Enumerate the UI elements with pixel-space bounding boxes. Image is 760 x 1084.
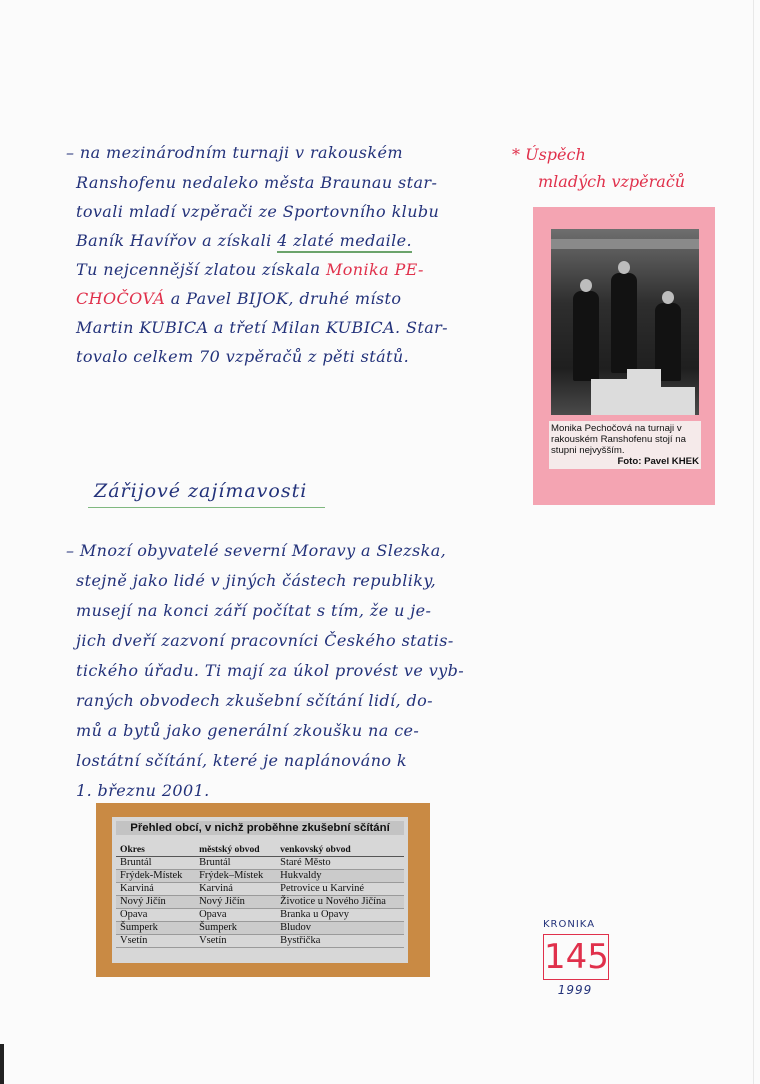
- table-cell: Bludov: [276, 922, 404, 935]
- caption-text: Monika Pechočová na turnaji v rakouském Ranshofenu stojí na stupni nejvyšším.: [551, 423, 686, 456]
- article1-line-4-start: Baník Havířov a získali: [76, 231, 278, 250]
- table-cell: Vsetín: [116, 935, 195, 948]
- table-row: [116, 909, 404, 922]
- table-cell: Frýdek-Místek: [116, 870, 195, 883]
- article1-line-7: Martin KUBICA a třetí Milan KUBICA. Star-: [76, 318, 448, 337]
- podium-block: [591, 379, 627, 415]
- table-cell: Petrovice u Karviné: [276, 883, 404, 896]
- table-cell: Šumperk: [195, 922, 276, 935]
- page-number: 145: [543, 934, 609, 980]
- table-cell: Bruntál: [195, 857, 276, 870]
- table-cell: Karviná: [116, 883, 195, 896]
- side-note: [512, 141, 742, 195]
- table-row: [116, 870, 404, 883]
- article1-line-4: [76, 231, 412, 250]
- article1-line-3: tovali mladí vzpěrači ze Sportovního klubu: [76, 202, 440, 221]
- table-row: [116, 883, 404, 896]
- table-cell: Opava: [116, 909, 195, 922]
- table-cell: Bruntál: [116, 857, 195, 870]
- name-highlight-1: Monika PE-: [325, 260, 424, 279]
- table-cell: Staré Město: [276, 857, 404, 870]
- article2-line-8: lostátní sčítání, které je naplánováno k: [76, 751, 408, 770]
- table-clipping: [96, 803, 430, 977]
- table-cell: Bystřička: [276, 935, 404, 948]
- table-cell: Karviná: [195, 883, 276, 896]
- table-paper: [112, 817, 408, 963]
- article2-line-6: raných obvodech zkušební sčítání lidí, do-: [76, 691, 433, 710]
- table-header: Okres: [116, 843, 195, 857]
- article2-line-3: musejí na konci září počítat s tím, že u je-: [76, 601, 432, 620]
- side-note-line-2: mladých vzpěračů: [538, 172, 686, 191]
- table-cell: Frýdek–Místek: [195, 870, 276, 883]
- table-title: Přehled obcí, v nichž proběhne zkušební sčítání: [116, 821, 404, 835]
- side-note-line-1: * Úspěch: [512, 145, 586, 164]
- table-header: venkovský obvod: [276, 843, 404, 857]
- table-cell: Šumperk: [116, 922, 195, 935]
- article1-line-1: – na mezinárodním turnaji v rakouském: [66, 143, 403, 162]
- article1-line-5-start: Tu nejcennější zlatou získala: [76, 260, 326, 279]
- article1-line-2: Ranshofenu nedaleko města Braunau star-: [76, 173, 438, 192]
- article1-line-6-end: a Pavel BIJOK, druhé místo: [165, 289, 402, 308]
- medals-highlight: 4 zlaté medaile.: [277, 231, 412, 253]
- table-row: [116, 935, 404, 948]
- article2-line-5: tického úřadu. Ti mají za úkol provést ve vyb-: [76, 661, 465, 680]
- podium-block: [661, 387, 695, 415]
- article1-line-6: [76, 289, 401, 308]
- table-header-row: [116, 843, 404, 857]
- table-cell: Nový Jičín: [116, 896, 195, 909]
- table-cell: Nový Jičín: [195, 896, 276, 909]
- podium-photo: [551, 229, 699, 415]
- photo-banner: [551, 239, 699, 249]
- page-edge: [753, 0, 754, 1084]
- census-table: [116, 843, 404, 948]
- table-cell: Opava: [195, 909, 276, 922]
- table-cell: Branka u Opavy: [276, 909, 404, 922]
- stamp-year: 1999: [557, 983, 593, 997]
- article2-line-7: mů a bytů jako generální zkoušku na ce-: [76, 721, 420, 740]
- section-heading: Zářijové zajímavosti: [88, 480, 325, 508]
- table-header: městský obvod: [195, 843, 276, 857]
- article2-line-2: stejně jako lidé v jiných částech republiky,: [76, 571, 437, 590]
- stamp-label: KRONIKA: [543, 919, 596, 930]
- page-stamp: [543, 919, 613, 997]
- photo-clipping: [533, 207, 715, 505]
- article2-line-9: 1. březnu 2001.: [76, 781, 210, 800]
- photo-credit: Foto: Pavel KHEK: [617, 456, 699, 467]
- table-row: [116, 857, 404, 870]
- scan-mark: [0, 1044, 4, 1084]
- podium-block: [627, 369, 661, 415]
- photo-caption: [549, 421, 701, 469]
- name-highlight-2: CHOČOVÁ: [76, 289, 166, 308]
- athlete-figure: [573, 291, 599, 381]
- athlete-figure: [611, 273, 637, 373]
- table-cell: Hukvaldy: [276, 870, 404, 883]
- article2-line-1: – Mnozí obyvatelé severní Moravy a Slezska,: [66, 541, 447, 560]
- table-cell: Životice u Nového Jičína: [276, 896, 404, 909]
- article1-line-5: [76, 260, 424, 279]
- table-row: [116, 896, 404, 909]
- article2-line-4: jich dveří zazvoní pracovníci Českého statis-: [76, 631, 454, 650]
- article1-line-8: tovalo celkem 70 vzpěračů z pěti států.: [76, 347, 410, 366]
- table-row: [116, 922, 404, 935]
- table-cell: Vsetín: [195, 935, 276, 948]
